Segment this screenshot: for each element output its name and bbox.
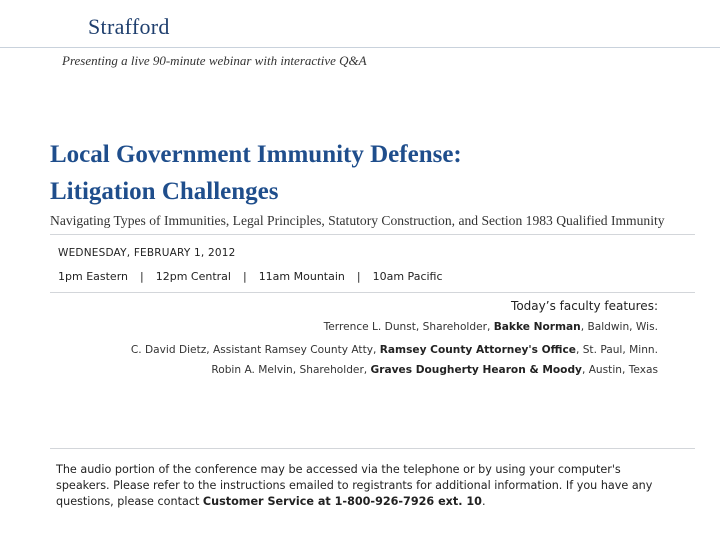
faculty-member [131,344,658,356]
header-divider [0,47,720,48]
time-mountain: 11am Mountain [258,270,345,283]
time-pacific: 10am Pacific [372,270,443,283]
customer-service-contact: Customer Service at 1-800-926-7926 ext. 10 [202,495,482,508]
time-separator: | [356,270,361,283]
faculty-name-role: C. David Dietz, Assistant Ramsey County Atty, [130,344,380,356]
faculty-location: , Baldwin, Wis. [580,321,658,333]
time-separator: | [242,270,247,283]
faculty-member [324,321,658,333]
faculty-firm: Bakke Norman [493,321,581,333]
strafford-logo: Strafford [88,14,170,39]
webinar-title [50,136,710,210]
tagline: Presenting a live 90-minute webinar with interactive Q&A [62,53,367,68]
time-eastern: 1pm Eastern [58,270,128,283]
faculty-name-role: Robin A. Melvin, Shareholder, [211,364,371,376]
faculty-heading: Today’s faculty features: [511,299,658,313]
webinar-date: WEDNESDAY, FEBRUARY 1, 2012 [58,247,236,259]
title-line-2: Litigation Challenges [50,178,279,205]
faculty-location: , St. Paul, Minn. [575,344,658,356]
section-divider-bottom [50,448,695,449]
faculty-location: , Austin, Texas [581,364,658,376]
webinar-times [58,270,443,283]
faculty-firm: Ramsey County Attorney's Office [379,344,576,356]
audio-instructions-text: The audio portion of the conference may be accessed via the telephone or by using your computer's speakers. Please refer to the instructions emailed to registrants for additional information. If you have any questions, please contact [56,463,653,508]
time-central: 12pm Central [155,270,231,283]
section-divider-top [50,234,695,235]
faculty-firm: Graves Dougherty Hearon & Moody [370,364,582,376]
title-line-1: Local Government Immunity Defense: [50,141,462,168]
section-divider-middle [50,292,695,293]
faculty-member [211,364,658,376]
audio-instructions-end: . [481,495,486,508]
faculty-name-role: Terrence L. Dunst, Shareholder, [323,321,494,333]
webinar-subtitle: Navigating Types of Immunities, Legal Principles, Statutory Construction, and Section 1983 Qualified Immunity [50,213,665,228]
time-separator: | [140,270,144,283]
audio-instructions [56,462,656,510]
